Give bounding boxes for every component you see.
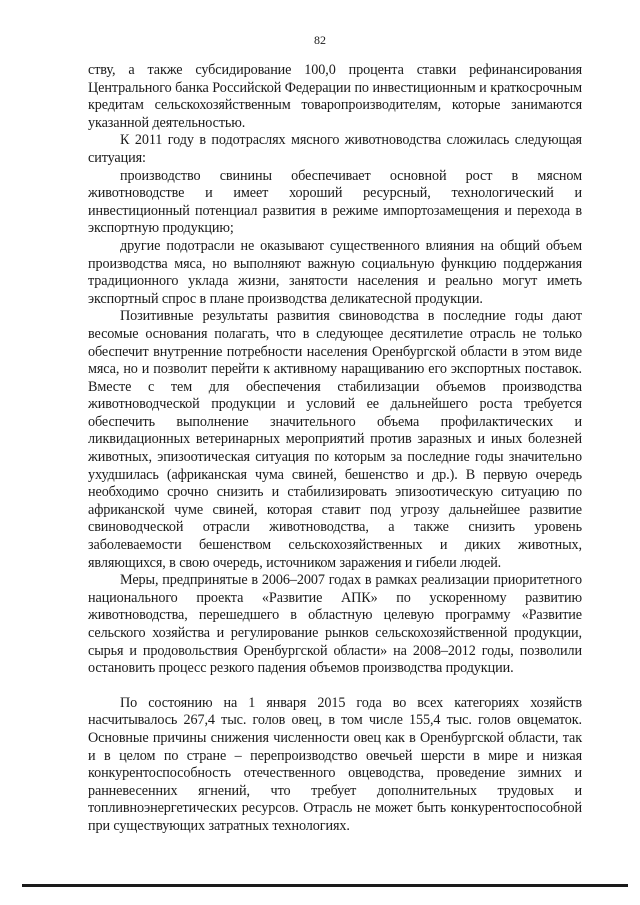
paragraph-pork-production: производство свинины обеспечивает основной рост в мясном животноводстве и имеет хороший ресурсный, технологический и инвестиционный потенциал развития в режиме импортозамещения и перехода в экспортную продукцию;	[88, 167, 582, 237]
paragraph-situation-intro: К 2011 году в подотраслях мясного животноводства сложилась следующая ситуация:	[88, 132, 582, 166]
document-body	[88, 62, 582, 836]
paragraph-other-subsectors: другие подотрасли не оказывают существенного влияния на общий объем производства мяса, но выполняют важную социальную функцию поддержания традиционного уклада жизни, занятости населения и реально могут иметь экспортный спрос в плане производства деликатесной продукции.	[88, 237, 582, 307]
paragraph-measures-2006-2007: Меры, предпринятые в 2006–2007 годах в рамках реализации приоритетного национального проекта «Развитие АПК» по ускоренному развитию животноводства, перешедшего в областную целевую программу «Развитие сельского хозяйства и регулирование рынков сельскохозяйственной продукции, сырья и продовольствия Оренбургской области» на 2008–2012 годы, позволили остановить процесс резкого падения объемов производства продукции.	[88, 572, 582, 677]
bottom-rule	[22, 884, 628, 887]
paragraph-sheep-status-2015: По состоянию на 1 января 2015 года во всех категориях хозяйств насчитывалось 267,4 тыс. голов овец, в том числе 155,4 тыс. голов овцематок. Основные причины снижения численности овец как в Оренбургской области, так и в целом по стране – перепроизводство овечьей шерсти в мире и низкая конкурентоспособность отечественного овцеводства, проведение зимних и ранневесенних ягнений, что требует дополнительных трудовых и топливноэнергетических ресурсов. Отрасль не может быть конкурентоспособной при существующих затратных технологиях.	[88, 694, 582, 834]
page-number: 82	[314, 33, 326, 47]
paragraph-pig-farming-results: Позитивные результаты развития свиноводства в последние годы дают весомые основания полагать, что в следующее десятилетие отрасль не только обеспечит внутренние потребности населения Оренбургской области в этом виде мяса, но и позволит перейти к активному наращиванию его экспортных поставок. Вместе с тем для обеспечения стабилизации объемов производства животноводческой продукции и условий ее дальнейшего роста требуется обеспечить выполнение значительного объема профилактических и ликвидационных ветеринарных мероприятий против заразных и иных болезней животных, эпизоотическая ситуация по которым за последние годы значительно ухудшилась (африканская чума свиней, бешенство и др.). В первую очередь необходимо срочно снизить и стабилизировать эпизоотическую ситуацию по африканской чуме свиней, которая ставит под угрозу дальнейшее развитие свиноводческой отрасли животноводства, а также снизить уровень заболеваемости бешенством сельскохозяйственных и диких животных, являющихся, в свою очередь, источником заражения и гибели людей.	[88, 308, 582, 571]
paragraph-continuation: ству, а также субсидирование 100,0 процента ставки рефинансирования Центрального банка Российской Федерации по инвестиционным и краткосрочным кредитам сельскохозяйственным товаропроизводителям, которые занимаются указанной деятельностью.	[88, 62, 582, 131]
